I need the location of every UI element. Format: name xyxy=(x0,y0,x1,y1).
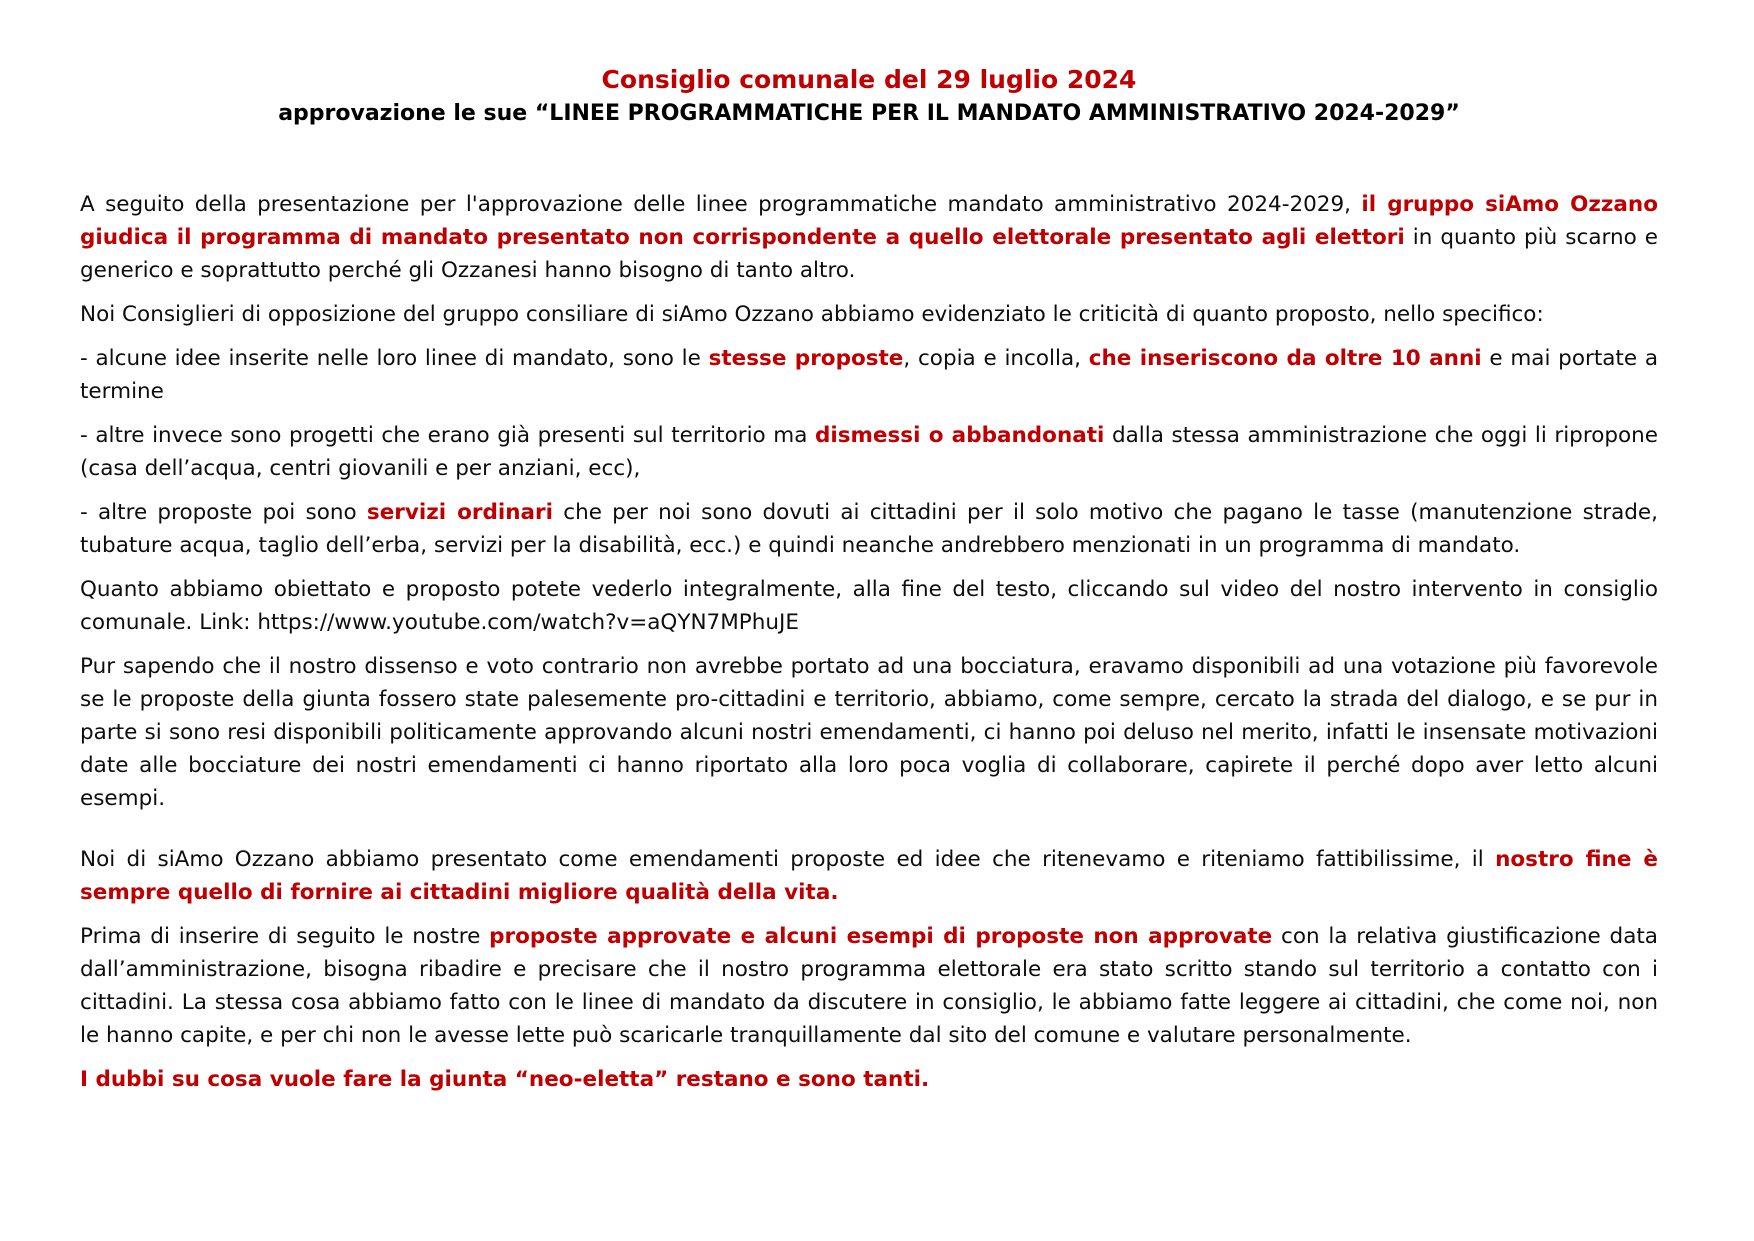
paragraph-criticita-intro xyxy=(80,298,1658,331)
text-run: con la relativa giustificazione data dall’amministrazione, bisogna ribadire e precisare che il nostro programma elettorale era stato scritto stando sul territorio a contatto con i cittadini. La stessa cosa abbiamo fatto con le linee di mandato da discutere in consiglio, le abbiamo fatte leggere ai cittadini, che come noi, non le hanno capite, e per chi non le avesse lette può scaricarle tranquillamente dal sito del comune e valutare personalmente. xyxy=(80,924,1658,1048)
text-run: - altre proposte poi sono xyxy=(80,500,367,525)
youtube-link[interactable]: https://www.youtube.com/watch?v=aQYN7MPhuJE xyxy=(257,610,799,635)
paragraph-proposte-premessa xyxy=(80,920,1658,1052)
emphasis-run: I dubbi su cosa vuole fare la giunta “neo-eletta” restano e sono tanti. xyxy=(80,1067,930,1092)
text-run: e mai portate a termine xyxy=(80,346,1658,404)
paragraph-punto-servizi-ordinari xyxy=(80,496,1658,562)
paragraph-dubbi xyxy=(80,1063,1658,1096)
text-run: in quanto più scarno e generico e soprattutto perché gli Ozzanesi hanno bisogno di tanto altro. xyxy=(80,225,1658,283)
document-body xyxy=(80,188,1658,1096)
paragraph-premessa xyxy=(80,188,1658,287)
emphasis-run: dismessi o abbandonati xyxy=(814,423,1105,448)
text-run: dalla stessa amministrazione che oggi li ripropone (casa dell’acqua, centri giovanili e per anziani, ecc), xyxy=(80,423,1659,481)
text-run: - altre invece sono progetti che erano già presenti sul territorio ma xyxy=(80,423,815,448)
text-run: , copia e incolla, xyxy=(903,346,1089,371)
text-run: Quanto abbiamo obiettato e proposto potete vederlo integralmente, alla fine del testo, cliccando sul video del nostro intervento in consiglio comunale. Link: xyxy=(80,577,1658,635)
text-run: - alcune idee inserite nelle loro linee di mandato, sono le xyxy=(80,346,709,371)
text-run: Prima di inserire di seguito le nostre xyxy=(80,924,490,949)
paragraph-emendamenti xyxy=(80,843,1658,909)
emphasis-run: stesse proposte xyxy=(708,346,904,371)
text-run: A seguito della presentazione per l'approvazione delle linee programmatiche mandato amministrativo 2024-2029, xyxy=(80,192,1362,217)
paragraph-video-link xyxy=(80,573,1658,639)
emphasis-run: proposte approvate e alcuni esempi di proposte non approvate xyxy=(489,924,1273,949)
paragraph-dissenso xyxy=(80,650,1658,815)
document-title: Consiglio comunale del 29 luglio 2024 xyxy=(601,65,1137,94)
text-run: Pur sapendo che il nostro dissenso e voto contrario non avrebbe portato ad una bocciatura, eravamo disponibili ad una votazione più favorevole se le proposte della giunta fossero state palesemente pro-cittadini e territorio, abbiamo, come sempre, cercato la strada del dialogo, e se pur in parte si sono resi disponibili politicamente approvando alcuni nostri emendamenti, ci hanno poi deluso nel merito, infatti le insensate motivazioni date alle bocciature dei nostri emendamenti ci hanno riportato alla loro poca voglia di collaborare, capirete il perché dopo aver letto alcuni esempi. xyxy=(80,654,1658,811)
paragraph-punto-stesse-proposte xyxy=(80,342,1658,408)
text-run: che per noi sono dovuti ai cittadini per il solo motivo che pagano le tasse (manutenzione strade, tubature acqua, taglio dell’erba, servizi per la disabilità, ecc.) e quindi neanche andrebbero menzionati in un programma di mandato. xyxy=(80,500,1658,558)
document-subtitle: approvazione le sue “LINEE PROGRAMMATICHE PER IL MANDATO AMMINISTRATIVO 2024-2029” xyxy=(278,101,1460,126)
emphasis-run: il gruppo siAmo Ozzano giudica il programma di mandato presentato non corrispondente a quello elettorale presentato agli elettori xyxy=(80,192,1658,250)
emphasis-run: che inseriscono da oltre 10 anni xyxy=(1088,346,1482,371)
emphasis-run: servizi ordinari xyxy=(366,500,553,525)
text-run: Noi di siAmo Ozzano abbiamo presentato come emendamenti proposte ed idee che ritenevamo e riteniamo fattibilissime, il xyxy=(80,847,1496,872)
emphasis-run: nostro fine è sempre quello di fornire ai cittadini migliore qualità della vita. xyxy=(80,847,1658,905)
text-run: Noi Consiglieri di opposizione del gruppo consiliare di siAmo Ozzano abbiamo evidenziato le criticità di quanto proposto, nello specifico: xyxy=(80,302,1544,327)
paragraph-punto-progetti-dismessi xyxy=(80,419,1658,485)
